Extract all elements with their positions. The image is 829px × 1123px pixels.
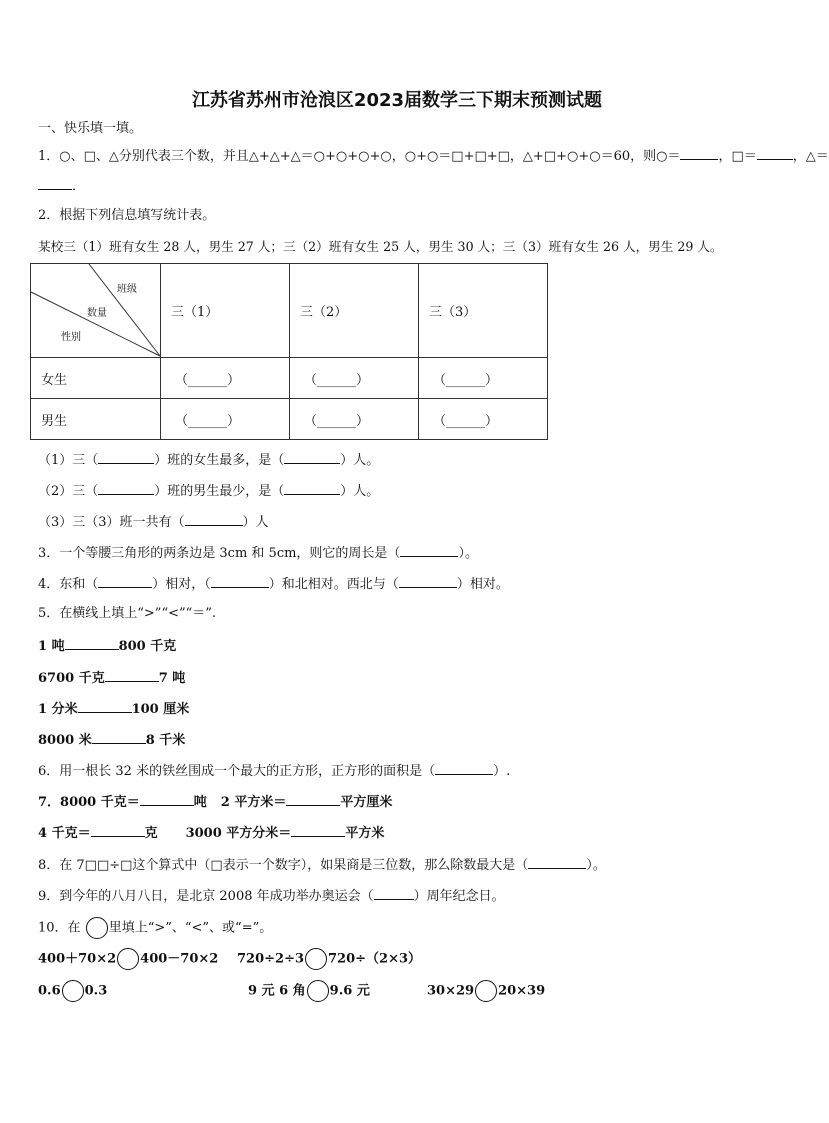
q10-b: 里填上“>”、“<”、或“=”。 bbox=[108, 920, 273, 936]
q7-r1-c: 2 平方米＝ bbox=[220, 795, 287, 810]
q1-blank-square[interactable] bbox=[757, 146, 793, 160]
q7-r1-b: 吨 bbox=[193, 795, 207, 810]
header-count-label: 数量 bbox=[87, 308, 107, 319]
answer-cell[interactable]: （______） bbox=[161, 358, 290, 399]
table-row bbox=[31, 399, 548, 440]
q4-b: ）相对，（ bbox=[152, 577, 211, 592]
q2-sub1-c: ）人。 bbox=[340, 453, 380, 468]
q2-sub2-c: ）人。 bbox=[340, 484, 380, 499]
q2-sub1-blank2[interactable] bbox=[284, 450, 340, 464]
row-header-boys: 男生 bbox=[31, 399, 161, 440]
q4-d: ）相对。 bbox=[456, 577, 509, 592]
question-6 bbox=[38, 761, 510, 781]
q1-blank-circle[interactable] bbox=[680, 146, 718, 160]
question-8 bbox=[38, 855, 606, 875]
answer-cell[interactable]: （______） bbox=[419, 358, 548, 399]
q4-blank1[interactable] bbox=[98, 574, 152, 588]
question-2-sub2 bbox=[38, 481, 379, 501]
q2-sub1-b: ）班的女生最多，是（ bbox=[154, 453, 285, 468]
answer-cell[interactable]: （______） bbox=[161, 399, 290, 440]
q6-end: ）. bbox=[493, 764, 511, 779]
question-4 bbox=[38, 574, 509, 594]
q7-r2-c: 3000 平方分米＝ bbox=[185, 826, 292, 841]
q10-row2-b bbox=[248, 980, 370, 1002]
q10-row1 bbox=[38, 948, 218, 970]
answer-cell[interactable]: （______） bbox=[290, 358, 419, 399]
q1-end: ． bbox=[72, 179, 86, 194]
q3-blank[interactable] bbox=[400, 543, 458, 557]
q10-e4-left: 9 元 6 角 bbox=[248, 983, 306, 999]
q10-e1-right: 400－70×2 bbox=[140, 951, 219, 967]
q5-item-4-left: 8000 米 bbox=[38, 733, 92, 748]
q7-r2-d: 平方米 bbox=[345, 826, 385, 841]
question-10 bbox=[38, 917, 272, 939]
q4-c: ）和北相对。西北与（ bbox=[268, 577, 399, 592]
q5-blank-4[interactable] bbox=[92, 730, 146, 744]
q5-item-2-left: 6700 千克 bbox=[38, 671, 105, 686]
q1-sep2: ，△＝ bbox=[792, 149, 829, 164]
q7-blank-2[interactable] bbox=[286, 792, 340, 806]
q5-blank-2[interactable] bbox=[105, 668, 159, 682]
q1-blank-triangle[interactable] bbox=[38, 176, 72, 190]
question-2-info: 某校三（1）班有女生 28 人，男生 27 人；三（2）班有女生 25 人，男生 30 人；三（3）班有女生 26 人，男生 29 人。 bbox=[38, 239, 723, 254]
q2-sub2-b: ）班的男生最少，是（ bbox=[154, 484, 285, 499]
q10-a: 10．在 bbox=[38, 920, 81, 936]
q10-circle-5[interactable] bbox=[475, 980, 497, 1002]
q10-e5-right: 20×39 bbox=[498, 983, 546, 999]
q1-text: 1．○、□、△分别代表三个数，并且△+△+△＝○+○+○+○，○+○＝□+□+□，△+□+○+○＝60，则○＝ bbox=[38, 149, 681, 164]
circle-icon bbox=[86, 917, 108, 939]
q2-sub3-b: ）人 bbox=[242, 515, 269, 530]
q10-e4-right: 9.6 元 bbox=[329, 983, 370, 999]
section-heading: 一、快乐填一填。 bbox=[38, 121, 143, 136]
q5-item-4 bbox=[38, 730, 185, 750]
q7-blank-3[interactable] bbox=[91, 823, 145, 837]
q10-circle-2[interactable] bbox=[305, 948, 327, 970]
q5-blank-1[interactable] bbox=[65, 636, 119, 650]
q8-text: 8．在 7□□÷□这个算式中（□表示一个数字），如果商是三位数，那么除数最大是（ bbox=[38, 858, 529, 873]
q3-text: 3．一个等腰三角形的两条边是 3cm 和 5cm，则它的周长是（ bbox=[38, 546, 401, 561]
q5-item-1 bbox=[38, 636, 176, 656]
question-7-row1 bbox=[38, 792, 392, 812]
q5-item-1-left: 1 吨 bbox=[38, 639, 65, 654]
answer-cell[interactable]: （______） bbox=[290, 399, 419, 440]
q10-row2 bbox=[38, 980, 107, 1002]
q7-r1-a: 7．8000 千克＝ bbox=[38, 795, 140, 810]
q5-item-4-right: 8 千米 bbox=[145, 733, 186, 748]
column-header-class2: 三（2） bbox=[290, 264, 419, 358]
q2-sub1-a: （1）三（ bbox=[38, 453, 99, 468]
q5-blank-3[interactable] bbox=[78, 699, 132, 713]
q4-blank3[interactable] bbox=[399, 574, 457, 588]
q2-sub2-blank1[interactable] bbox=[98, 481, 154, 495]
q8-end: ）。 bbox=[586, 858, 606, 873]
q4-a: 4．东和（ bbox=[38, 577, 99, 592]
q6-blank[interactable] bbox=[435, 761, 493, 775]
question-1 bbox=[38, 146, 829, 166]
q2-sub1-blank1[interactable] bbox=[98, 450, 154, 464]
table-diagonal-header bbox=[31, 264, 161, 358]
stats-table bbox=[30, 263, 548, 440]
q10-circle-1[interactable] bbox=[117, 948, 139, 970]
q9-end: ）周年纪念日。 bbox=[413, 889, 505, 904]
q10-e2-left: 720÷2÷3 bbox=[237, 951, 305, 967]
row-header-girls: 女生 bbox=[31, 358, 161, 399]
q6-text: 6．用一根长 32 米的铁丝围成一个最大的正方形，正方形的面积是（ bbox=[38, 764, 436, 779]
header-gender-label: 性别 bbox=[61, 332, 81, 343]
q9-text: 9．到今年的八月八日，是北京 2008 年成功举办奥运会（ bbox=[38, 889, 374, 904]
q3-end: ）。 bbox=[458, 546, 478, 561]
column-header-class3: 三（3） bbox=[419, 264, 548, 358]
q5-item-3 bbox=[38, 699, 189, 719]
q10-row1-b bbox=[237, 948, 421, 970]
column-header-class1: 三（1） bbox=[161, 264, 290, 358]
q9-blank[interactable] bbox=[374, 886, 414, 900]
q2-sub3-blank[interactable] bbox=[185, 512, 243, 526]
question-2-sub1 bbox=[38, 450, 379, 470]
q2-sub2-blank2[interactable] bbox=[284, 481, 340, 495]
q1-sep1: ，□＝ bbox=[718, 149, 757, 164]
q7-blank-4[interactable] bbox=[291, 823, 345, 837]
q7-r2-a: 4 千克＝ bbox=[38, 826, 91, 841]
question-2: 2．根据下列信息填写统计表。 bbox=[38, 208, 216, 223]
q10-circle-3[interactable] bbox=[62, 980, 84, 1002]
question-9 bbox=[38, 886, 505, 906]
q10-e1-left: 400＋70×2 bbox=[38, 951, 117, 967]
q5-item-2 bbox=[38, 668, 185, 688]
question-1-cont bbox=[38, 176, 85, 196]
q5-item-1-right: 800 千克 bbox=[118, 639, 177, 654]
q2-sub3-a: （3）三（3）班一共有（ bbox=[38, 515, 185, 530]
q7-blank-1[interactable] bbox=[140, 792, 194, 806]
q10-e2-right: 720÷（2×3） bbox=[328, 951, 422, 967]
question-2-sub3 bbox=[38, 512, 269, 532]
question-3 bbox=[38, 543, 478, 563]
q10-e5-left: 30×29 bbox=[427, 983, 475, 999]
q10-e3-left: 0.6 bbox=[38, 983, 61, 999]
answer-cell[interactable]: （______） bbox=[419, 399, 548, 440]
header-class-label: 班级 bbox=[117, 284, 137, 295]
q5-item-3-right: 100 厘米 bbox=[131, 702, 190, 717]
q7-r1-d: 平方厘米 bbox=[340, 795, 393, 810]
page-title: 江苏省苏州市沧浪区2023届数学三下期末预测试题 bbox=[191, 90, 603, 111]
q5-item-2-right: 7 吨 bbox=[158, 671, 186, 686]
q2-sub2-a: （2）三（ bbox=[38, 484, 99, 499]
q8-blank[interactable] bbox=[528, 855, 586, 869]
q10-circle-4[interactable] bbox=[307, 980, 329, 1002]
question-5: 5．在横线上填上“>”“<”“＝”. bbox=[38, 606, 217, 621]
question-7-row2 bbox=[38, 823, 384, 843]
table-row bbox=[31, 358, 548, 399]
q5-item-3-left: 1 分米 bbox=[38, 702, 78, 717]
q4-blank2[interactable] bbox=[211, 574, 269, 588]
q7-r2-b: 克 bbox=[144, 826, 158, 841]
q10-row2-c bbox=[427, 980, 545, 1002]
q10-e3-right: 0.3 bbox=[84, 983, 108, 999]
